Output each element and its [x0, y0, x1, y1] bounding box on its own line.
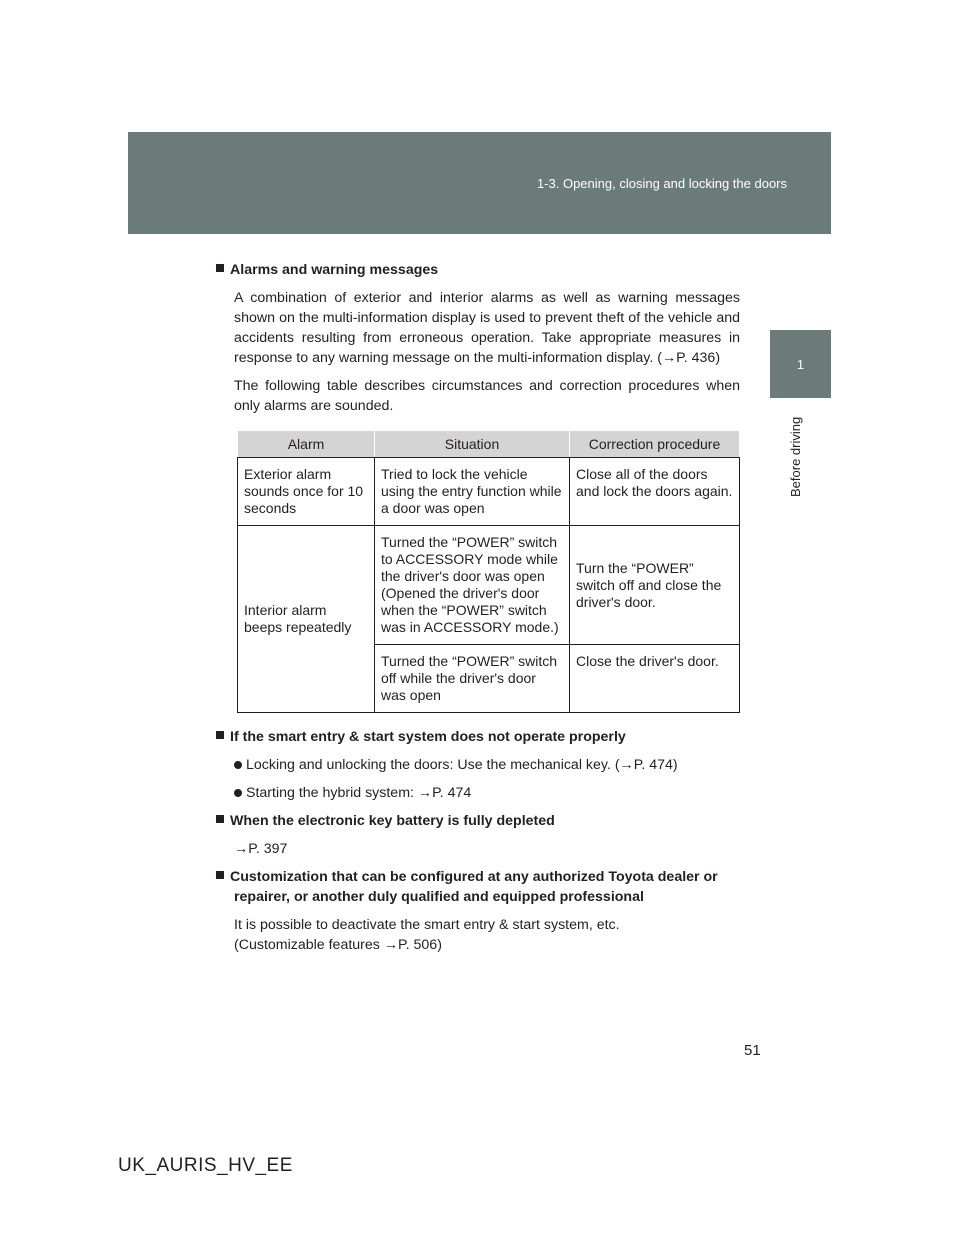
customization-reference: (Customizable features →P. 506) [234, 937, 442, 953]
list-item: Starting the hybrid system: →P. 474 [234, 783, 740, 803]
column-header-correction: Correction procedure [570, 431, 740, 458]
alarms-heading: Alarms and warning messages [212, 260, 740, 280]
situation-cell: Turned the “POWER” switch off while the driver's door was open [375, 645, 570, 713]
square-bullet-icon [216, 871, 224, 879]
alarm-cell: Exterior alarm sounds once for 10 seconds [238, 458, 375, 526]
header-band [128, 132, 831, 234]
column-header-alarm: Alarm [238, 431, 375, 458]
customization-text: It is possible to deactivate the smart entry & start system, etc. [234, 917, 620, 933]
square-bullet-icon [216, 731, 224, 739]
list-item: Locking and unlocking the doors: Use the mechanical key. (→P. 474) [234, 755, 740, 775]
table-header-row [238, 431, 740, 458]
main-content [212, 260, 740, 963]
alarms-paragraph: A combination of exterior and interior alarms as well as warning messages shown on the multi-information display is used to prevent theft of the vehicle and accidents resulting from erroneous operation. Take appropriate measures in response to any warning message on the multi-information display. (→P. 436) [234, 290, 740, 366]
round-bullet-icon [234, 761, 242, 769]
smart-entry-heading: If the smart entry & start system does not operate properly [212, 727, 740, 747]
battery-heading: When the electronic key battery is fully depleted [212, 811, 740, 831]
chapter-label: Before driving [788, 416, 803, 497]
document-code: UK_AURIS_HV_EE [118, 1155, 293, 1176]
square-bullet-icon [216, 264, 224, 272]
battery-reference: →P. 397 [234, 841, 288, 857]
table-row [238, 458, 740, 526]
situation-cell: Tried to lock the vehicle using the entry function while a door was open [375, 458, 570, 526]
table-row [238, 526, 740, 645]
section-title: 1-3. Opening, closing and locking the doors [536, 176, 787, 191]
page-number: 51 [744, 1042, 761, 1059]
chapter-tab [770, 330, 831, 398]
customization-heading: Customization that can be configured at any authorized Toyota dealer or repairer, or another duly qualified and equipped professional [212, 867, 740, 907]
round-bullet-icon [234, 789, 242, 797]
situation-cell: Turned the “POWER” switch to ACCESSORY mode while the driver's door was open (Opened the driver's door when the “POWER” switch was in ACCESSORY mode.) [375, 526, 570, 645]
chapter-number: 1 [796, 356, 805, 372]
column-header-situation: Situation [375, 431, 570, 458]
table-intro-paragraph: The following table describes circumstances and correction procedures when only alarms are sounded. [234, 378, 740, 414]
square-bullet-icon [216, 815, 224, 823]
alarm-table [237, 430, 740, 713]
alarm-cell: Interior alarm beeps repeatedly [238, 526, 375, 713]
correction-cell: Close the driver's door. [570, 645, 740, 713]
correction-cell: Close all of the doors and lock the doors again. [570, 458, 740, 526]
correction-cell: Turn the “POWER” switch off and close the driver's door. [570, 526, 740, 645]
